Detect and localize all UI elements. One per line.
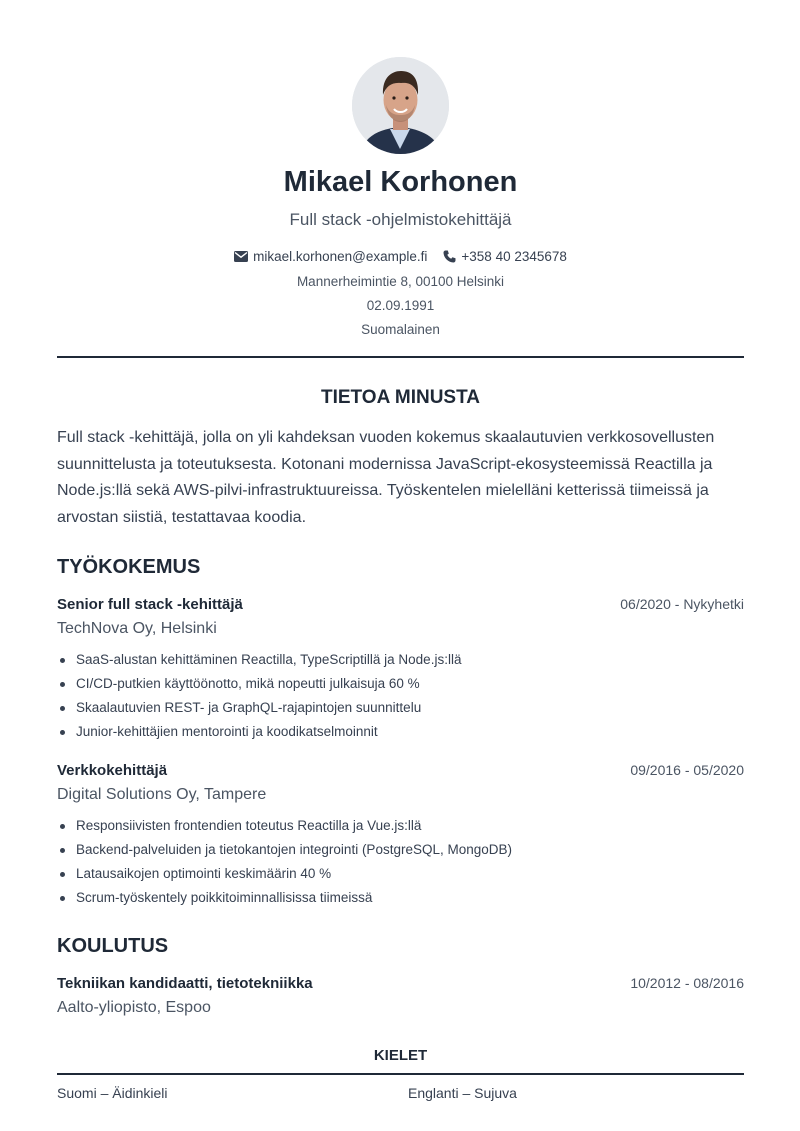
list-item: Responsiivisten frontendien toteutus Reactilla ja Vue.js:llä <box>57 814 744 838</box>
email-item[interactable] <box>234 249 427 264</box>
phone-item[interactable] <box>443 249 566 264</box>
birthdate: 02.09.1991 <box>366 298 435 313</box>
contact-row <box>57 249 744 264</box>
envelope-icon <box>234 251 248 262</box>
address: Mannerheimintie 8, 00100 Helsinki <box>296 274 505 289</box>
job-2-title: Verkkokehittäjä <box>57 762 168 779</box>
avatar <box>352 57 449 154</box>
list-item: Latausaikojen optimointi keskimäärin 40 % <box>57 862 744 886</box>
profile-photo <box>352 57 449 154</box>
header-divider <box>57 356 744 358</box>
job-title-header: Full stack -ohjelmistokehittäjä <box>289 210 512 229</box>
person-name: Mikael Korhonen <box>283 166 518 198</box>
experience-heading: TYÖKOKEMUS <box>57 556 201 578</box>
education-heading: KOULUTUS <box>57 935 169 957</box>
phone-text: +358 40 2345678 <box>461 249 567 264</box>
languages-heading: KIELET <box>373 1047 428 1064</box>
job-1-bullets <box>57 648 744 744</box>
job-1-dates: 06/2020 - Nykyhetki <box>620 596 744 612</box>
list-item: SaaS-alustan kehittäminen Reactilla, TypeScriptillä ja Node.js:llä <box>57 648 744 672</box>
job-2-dates: 09/2016 - 05/2020 <box>630 762 744 778</box>
job-2-bullets <box>57 814 744 910</box>
phone-icon <box>443 250 456 263</box>
education-dates: 10/2012 - 08/2016 <box>630 975 744 991</box>
language-item: Suomi – Äidinkieli <box>57 1085 168 1101</box>
list-item: Scrum-työskentely poikkitoiminnallisissa tiimeissä <box>57 886 744 910</box>
list-item: Skaalautuvien REST- ja GraphQL-rajapintojen suunnittelu <box>57 696 744 720</box>
about-text: Full stack -kehittäjä, jolla on yli kahdeksan vuoden kokemus skaalautuvien verkkosovellusten suunnittelusta ja toteutuksesta. Kotonani modernissa JavaScript-ekosysteemissä Reactilla ja Node.js:llä sekä AWS-pilvi-infrastruktuureissa. Työskentelen mielelläni ketterissä tiimeissä ja arvostan siistiä, testattavaa koodia. <box>57 429 715 526</box>
language-item: Englanti – Sujuva <box>408 1085 517 1101</box>
list-item: CI/CD-putkien käyttöönotto, mikä nopeutti julkaisuja 60 % <box>57 672 744 696</box>
email-text: mikael.korhonen@example.fi <box>253 249 428 264</box>
education-school: Aalto-yliopisto, Espoo <box>57 999 211 1016</box>
job-1-company: TechNova Oy, Helsinki <box>57 620 217 637</box>
about-heading: TIETOA MINUSTA <box>320 387 481 408</box>
list-item: Backend-palveluiden ja tietokantojen integrointi (PostgreSQL, MongoDB) <box>57 838 744 862</box>
nationality: Suomalainen <box>361 322 440 337</box>
education-degree: Tekniikan kandidaatti, tietotekniikka <box>57 975 313 992</box>
job-1-title: Senior full stack -kehittäjä <box>57 596 243 613</box>
job-2-company: Digital Solutions Oy, Tampere <box>57 786 267 803</box>
list-item: Junior-kehittäjien mentorointi ja koodikatselmoinnit <box>57 720 744 744</box>
languages-divider <box>57 1073 744 1075</box>
